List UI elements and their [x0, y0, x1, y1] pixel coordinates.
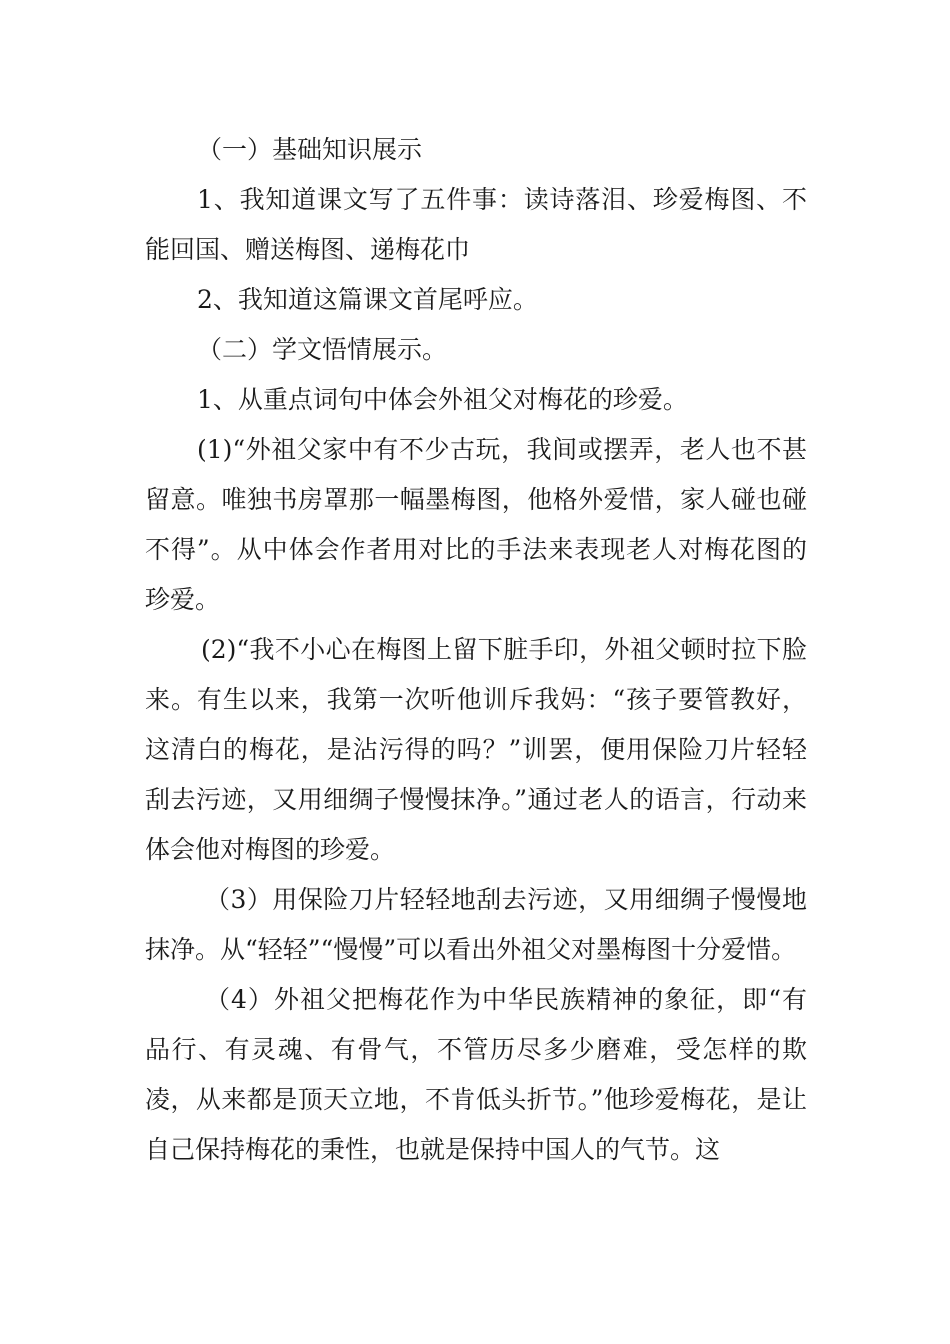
- paragraph-item-1: (1)“外祖父家中有不少古玩，我间或摆弄，老人也不甚留意。唯独书房罩那一幅墨梅图，他格外爱惜，家人碰也碰不得”。从中体会作者用对比的手法来表现老人对梅花图的珍爱。: [145, 435, 807, 614]
- document-body: [145, 125, 807, 1175]
- paragraph-five-events: 1、我知道课文写了五件事：读诗落泪、珍爱梅图、不能回国、赠送梅图、递梅花巾: [145, 185, 807, 264]
- heading-basic-knowledge: （一）基础知识展示: [197, 135, 423, 164]
- paragraph-key-sentences: 1、从重点词句中体会外祖父对梅花的珍爱。: [197, 385, 688, 414]
- paragraph-item-4: （4）外祖父把梅花作为中华民族精神的象征，即“有品行、有灵魂、有骨气，不管历尽多少磨难，受怎样的欺凌，从来都是顶天立地，不肯低头折节。”他珍爱梅花，是让自己保持梅花的秉性，也就是保持中国人的气节。这: [145, 985, 807, 1164]
- paragraph-item-2: (2)“我不小心在梅图上留下脏手印，外祖父顿时拉下脸来。有生以来，我第一次听他训斥我妈：“孩子要管教好，这清白的梅花，是沾污得的吗？”训罢，便用保险刀片轻轻刮去污迹，又用细绸子慢慢抹净。”通过老人的语言，行动来体会他对梅图的珍爱。: [145, 635, 807, 864]
- paragraph-item-3: （3）用保险刀片轻轻地刮去污迹，又用细绸子慢慢地抹净。从“轻轻”“慢慢”可以看出外祖父对墨梅图十分爱惜。: [145, 885, 807, 964]
- paragraph-echo-structure: 2、我知道这篇课文首尾呼应。: [197, 285, 538, 314]
- heading-reading-understanding: （二）学文悟情展示。: [197, 335, 448, 364]
